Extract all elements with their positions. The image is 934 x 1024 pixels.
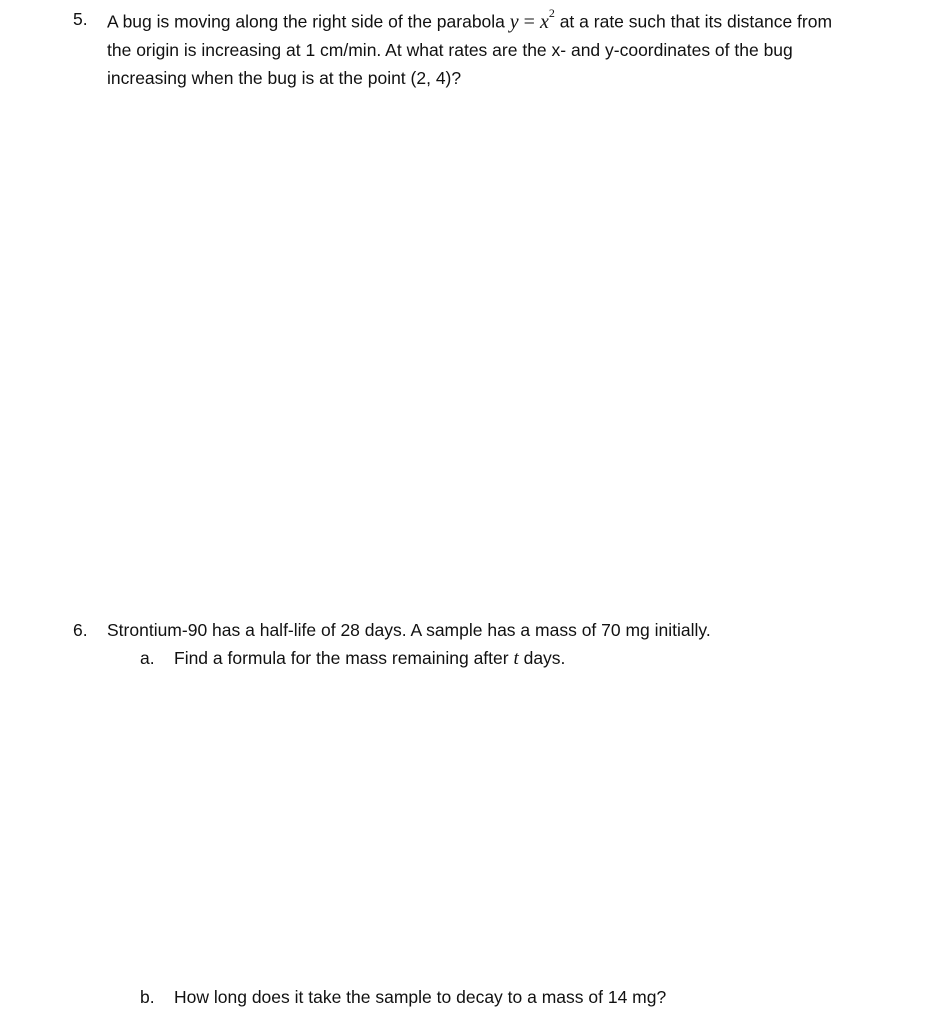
problem-5-line-2: the origin is increasing at 1 cm/min. At what rates are the x- and y-coordinates of the bug — [107, 40, 793, 60]
problem-6-text: Strontium-90 has a half-life of 28 days. A sample has a mass of 70 mg initially. — [107, 620, 711, 640]
problem-number: 5. — [73, 9, 88, 29]
problem-5-line-1 — [107, 6, 833, 34]
problem-number: 6. — [73, 620, 88, 640]
part-a-suffix: days. — [518, 648, 566, 668]
math-variable-y: y — [509, 10, 519, 33]
problem-text: A bug is moving along the right side of the parabola — [107, 11, 510, 32]
part-a-text — [174, 648, 565, 670]
problem-5-line-3: increasing when the bug is at the point (2, 4)? — [107, 68, 462, 88]
math-variable-t: t — [513, 648, 519, 669]
part-b-text: How long does it take the sample to decay to a mass of 14 mg? — [174, 987, 667, 1007]
part-a-prefix: Find a formula for the mass remaining after — [174, 648, 514, 668]
math-equals: = — [518, 10, 540, 33]
math-exponent: 2 — [548, 6, 555, 20]
problem-text: at a rate such that its distance from — [559, 11, 833, 32]
part-letter-a: a. — [140, 648, 155, 668]
part-letter-b: b. — [140, 987, 155, 1007]
math-variable-x: x — [539, 10, 549, 33]
parabola-equation — [509, 6, 555, 33]
